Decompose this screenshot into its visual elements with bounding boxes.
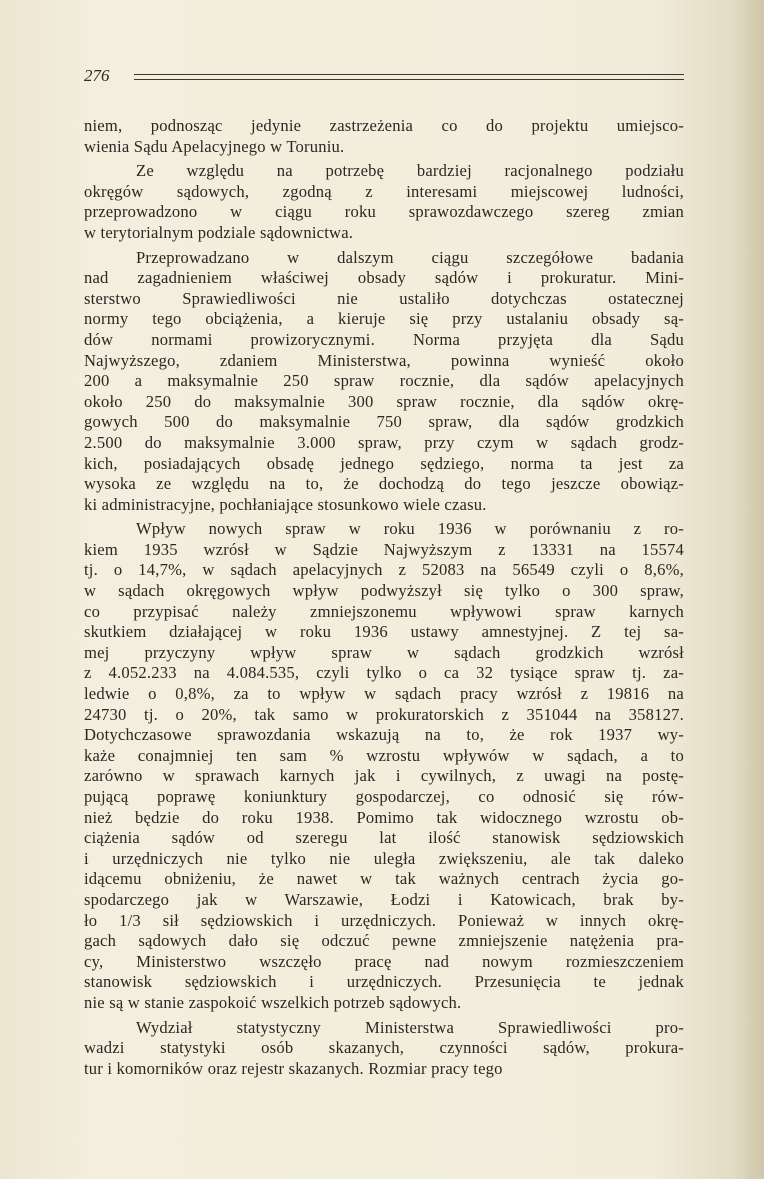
page-header (84, 66, 684, 88)
text-line: wienia Sądu Apelacyjnego w Toruniu. (84, 136, 345, 156)
text-line: stanowisk sędziowskich i urzędniczych. Przesunięcia te jednak (84, 972, 684, 992)
text-line: 200 a maksymalnie 250 spraw rocznie, dla sądów apelacyjnych (84, 371, 684, 391)
body-text (84, 116, 684, 1079)
header-rule (134, 74, 684, 80)
text-line: pującą poprawę koniunktury gospodarczej, co odnosić się rów- (84, 787, 684, 806)
text-line: zarówno w sprawach karnych jak i cywilnych, z uwagi na postę- (84, 766, 684, 786)
text-line: Dotychczasowe sprawozdania wskazują na to, że rok 1937 wy- (84, 725, 684, 745)
text-line: ledwie o 0,8%, za to wpływ w sądach pracy wzrósł z 19816 na (84, 684, 684, 704)
text-line: okręgów sądowych, zgodną z interesami miejscowej ludności, (84, 181, 684, 201)
text-line: gowych 500 do maksymalnie 750 spraw, dla sądów grodzkich (84, 412, 684, 432)
text-line: normy tego obciążenia, a kieruje się przy ustalaniu obsady są- (84, 309, 684, 329)
text-line: mej przyczyny wpływ spraw w sądach grodzkich wzrósł (84, 642, 684, 662)
paragraph (84, 1018, 684, 1080)
text-line: tur i komorników oraz rejestr skazanych. Rozmiar pracy tego (84, 1058, 503, 1078)
text-line: nie są w stanie zaspokoić wszelkich potrzeb sądowych. (84, 992, 462, 1012)
text-line: kich, posiadających obsadę jednego sędziego, norma ta jest za (84, 453, 684, 473)
page-number: 276 (84, 66, 110, 85)
text-line: kiem 1935 wzrósł w Sądzie Najwyższym z 13331 na 15574 (84, 539, 684, 559)
text-line: Przeprowadzano w dalszym ciągu szczegółowe badania (136, 247, 684, 267)
text-line: wadzi statystyki osób skazanych, czynności sądów, prokura- (84, 1038, 684, 1058)
text-line: niem, podnosząc jedynie zastrzeżenia co do projektu umiejsco- (84, 116, 684, 135)
text-line: nież będzie do roku 1938. Pomimo tak widocznego wzrostu ob- (84, 807, 684, 827)
text-line: co przypisać należy zmniejszonemu wpływowi spraw karnych (84, 601, 684, 621)
text-line: nad zagadnieniem właściwej obsady sądów i prokuratur. Mini- (84, 268, 684, 288)
text-line: gach sądowych dało się odczuć pewne zmniejszenie natężenia pra- (84, 931, 684, 951)
text-line: skutkiem działającej w roku 1936 ustawy amnestyjnej. Z tej sa- (84, 622, 684, 642)
text-line: ło 1/3 sił sędziowskich i urzędniczych. Ponieważ w innych okrę- (84, 910, 684, 930)
text-line: wysoka ze względu na to, że dochodzą do tego jeszcze obowiąz- (84, 474, 684, 494)
text-line: w terytorialnym podziale sądownictwa. (84, 222, 354, 242)
paragraph (84, 161, 684, 243)
text-line: sterstwo Sprawiedliwości nie ustaliło dotychczas ostatecznej (84, 288, 684, 308)
text-line: Wpływ nowych spraw w roku 1936 w porównaniu z ro- (136, 519, 684, 539)
text-line: około 250 do maksymalnie 300 spraw rocznie, dla sądów okrę- (84, 391, 684, 411)
text-line: w sądach okręgowych wpływ podwyższył się tylko o 300 spraw, (84, 581, 684, 601)
text-line: z 4.052.233 na 4.084.535, czyli tylko o ca 32 tysiące spraw tj. za- (84, 663, 684, 683)
text-line: Wydział statystyczny Ministerstwa Sprawiedliwości pro- (136, 1017, 684, 1037)
text-line: Najwyższego, zdaniem Ministerstwa, powinna wynieść około (84, 350, 684, 370)
text-line: 2.500 do maksymalnie 3.000 spraw, przy czym w sądach grodz- (84, 432, 684, 452)
paragraph (84, 519, 684, 1013)
text-line: przeprowadzono w ciągu roku sprawozdawczego szereg zmian (84, 202, 684, 222)
text-line: 24730 tj. o 20%, tak samo w prokuratorskich z 351044 na 358127. (84, 704, 684, 724)
paragraph (84, 248, 684, 516)
text-line: tj. o 14,7%, w sądach apelacyjnych z 52083 na 56549 czyli o 8,6%, (84, 560, 684, 580)
text-line: ciążenia sądów od szeregu lat ilość stanowisk sędziowskich (84, 828, 684, 848)
text-line: cy, Ministerstwo wszczęło pracę nad nowym rozmieszczeniem (84, 951, 684, 971)
text-line: i urzędniczych nie tylko nie uległa zwiększeniu, ale tak daleko (84, 848, 684, 868)
text-line: spodarczego jak w Warszawie, Łodzi i Katowicach, brak by- (84, 889, 684, 909)
text-line: idącemu obniżeniu, że nawet w tak ważnych centrach życia go- (84, 869, 684, 889)
paragraph (84, 116, 684, 157)
text-line: każe conajmniej ten sam % wzrostu wpływów w sądach, a to (84, 745, 684, 765)
text-line: dów normami prowizorycznymi. Norma przyjęta dla Sądu (84, 329, 684, 349)
text-line: ki administracyjne, pochłaniające stosunkowo wiele czasu. (84, 494, 487, 514)
text-line: Ze względu na potrzebę bardziej racjonalnego podziału (136, 161, 684, 181)
